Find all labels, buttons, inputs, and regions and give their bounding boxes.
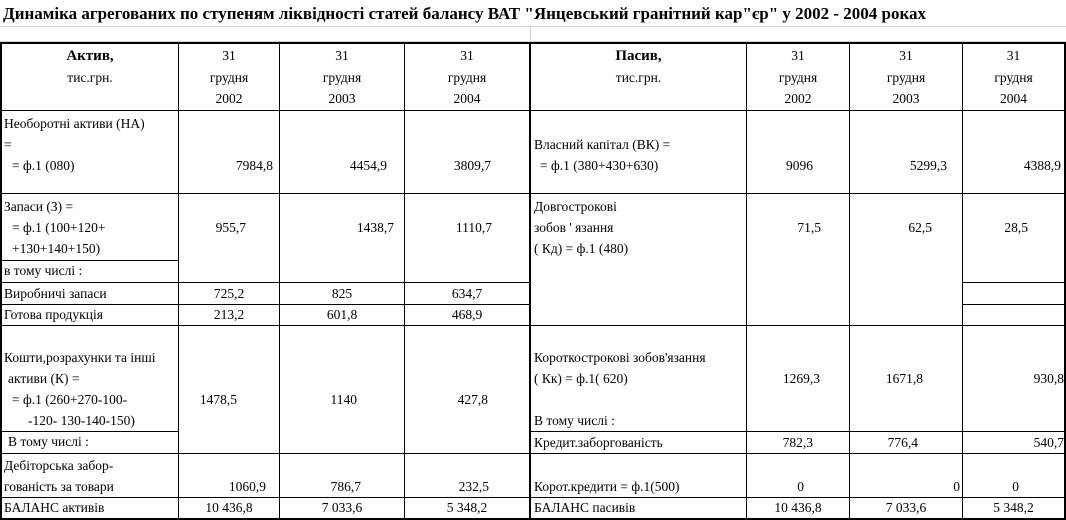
loans-label: Корот.кредити = ф.1(500) <box>534 479 680 494</box>
debt-label: Дебіторська забор- <box>4 458 114 473</box>
prod-value-2002: 725,2 <box>213 286 245 301</box>
liabilities-unit: тис.грн. <box>615 70 662 85</box>
k-label: -120- 130-140-150) <box>28 413 135 428</box>
assets-total-2002: 10 436,8 <box>205 500 253 515</box>
header-month: грудня <box>778 70 818 85</box>
vk-value-2002: 9096 <box>786 158 813 173</box>
header-year: 2004 <box>1000 91 1027 106</box>
liabilities-total-2002: 10 436,8 <box>774 500 822 515</box>
border <box>178 42 179 520</box>
debt-value-2004: 232,5 <box>458 479 489 494</box>
header-day: 31 <box>899 48 913 63</box>
k-value-2002: 1478,5 <box>199 392 237 407</box>
border <box>962 282 1066 283</box>
header-day: 31 <box>460 48 474 63</box>
table-title: Динаміка агрегованих по ступеням ліквідності статей балансу ВАТ "Янцевський гранітний кар"єр" у 2002 - 2004 роках <box>3 4 927 23</box>
header-month: грудня <box>322 70 362 85</box>
k-value-2004: 427,8 <box>457 392 488 407</box>
assets-header: Актив, <box>66 48 114 64</box>
liabilities-total-2003: 7 033,6 <box>885 500 927 515</box>
border <box>0 325 1066 326</box>
k-label: активи (К) = <box>8 371 80 386</box>
prod-value-2004: 634,7 <box>451 286 483 301</box>
loans-value-2002: 0 <box>797 479 804 494</box>
k-value-2003: 1140 <box>330 392 357 407</box>
z-label: Запаси (З) = <box>4 199 74 214</box>
border <box>279 42 280 520</box>
kd-value-2002: 71,5 <box>797 220 821 235</box>
header-month: грудня <box>886 70 926 85</box>
k-label: Кошти,розрахунки та інші <box>4 350 156 365</box>
header-year: 2003 <box>328 91 356 106</box>
credit-value-2002: 782,3 <box>782 435 813 450</box>
border <box>0 110 1066 111</box>
header-year: 2003 <box>892 91 920 106</box>
assets-total-2004: 5 348,2 <box>446 500 488 515</box>
finished-value-2003: 601,8 <box>326 307 358 322</box>
border <box>0 193 1066 194</box>
na-value-2002: 7984,8 <box>235 158 273 173</box>
liabilities-total-label: БАЛАНС пасивів <box>534 500 636 515</box>
vk-label: Власний капітал (ВК) = <box>534 137 671 152</box>
header-day: 31 <box>222 48 236 63</box>
including-label: В тому числі : <box>534 413 615 428</box>
header-month: грудня <box>209 70 249 85</box>
kk-value-2002: 1269,3 <box>782 371 820 386</box>
k-label: = ф.1 (260+270-100- <box>12 392 128 407</box>
na-label: = <box>4 137 12 152</box>
border <box>529 42 531 520</box>
finished-label: Готова продукція <box>4 307 103 322</box>
credit-value-2003: 776,4 <box>887 435 918 450</box>
kd-label: Довгострокові <box>534 199 617 214</box>
na-value-2004: 3809,7 <box>453 158 491 173</box>
kk-value-2004: 930,8 <box>1033 371 1064 386</box>
vk-value-2003: 5299,3 <box>909 158 947 173</box>
header-month: грудня <box>447 70 487 85</box>
debt-value-2002: 1060,9 <box>228 479 266 494</box>
liabilities-total-2004: 5 348,2 <box>993 500 1034 515</box>
header-month: грудня <box>994 70 1033 85</box>
kk-label: Короткострокові зобов'язання <box>534 350 706 365</box>
finished-value-2002: 213,2 <box>213 307 245 322</box>
header-day: 31 <box>1006 48 1021 63</box>
z-value-2002: 955,7 <box>215 220 246 235</box>
credit-label: Кредит.заборгованість <box>534 435 663 450</box>
including-label: в тому числі : <box>4 263 83 278</box>
na-value-2003: 4454,9 <box>349 158 387 173</box>
header-year: 2002 <box>784 91 812 106</box>
z-label: = ф.1 (100+120+ <box>12 220 106 235</box>
kd-value-2004: 28,5 <box>1004 220 1028 235</box>
loans-value-2004: 0 <box>1012 479 1019 494</box>
assets-unit: тис.грн. <box>67 70 113 85</box>
assets-total-2003: 7 033,6 <box>321 500 363 515</box>
grid-line <box>530 26 531 42</box>
border <box>0 42 1066 44</box>
z-value-2004: 1110,7 <box>455 220 492 235</box>
z-label: +130+140+150) <box>12 241 101 256</box>
header-day: 31 <box>335 48 349 63</box>
na-label: = ф.1 (080) <box>12 158 75 173</box>
grid-line <box>0 26 1066 27</box>
vk-label: = ф.1 (380+430+630) <box>540 158 659 173</box>
kd-label: зобов ' язання <box>534 220 614 235</box>
header-year: 2004 <box>453 91 481 106</box>
loans-value-2003: 0 <box>953 479 960 494</box>
kd-label: ( Кд) = ф.1 (480) <box>534 241 629 256</box>
border <box>0 42 2 520</box>
header-day: 31 <box>791 48 805 63</box>
prod-value-2003: 825 <box>331 286 353 301</box>
na-label: Необоротні активи (НА) <box>4 116 145 131</box>
credit-value-2004: 540,7 <box>1033 435 1064 450</box>
vk-value-2004: 4388,9 <box>1023 158 1061 173</box>
debt-label: гованість за товари <box>4 479 114 494</box>
kk-label: ( Кк) = ф.1( 620) <box>534 371 628 386</box>
border <box>962 304 1066 305</box>
border <box>404 42 405 520</box>
z-value-2003: 1438,7 <box>356 220 394 235</box>
debt-value-2003: 786,7 <box>330 479 361 494</box>
header-year: 2002 <box>215 91 243 106</box>
including-label: В тому числі : <box>8 434 89 449</box>
prod-label: Виробничі запаси <box>4 286 107 301</box>
assets-total-label: БАЛАНС активів <box>4 500 105 515</box>
kk-value-2003: 1671,8 <box>885 371 923 386</box>
finished-value-2004: 468,9 <box>451 307 483 322</box>
kd-value-2003: 62,5 <box>908 220 932 235</box>
liabilities-header: Пасив, <box>615 48 662 64</box>
